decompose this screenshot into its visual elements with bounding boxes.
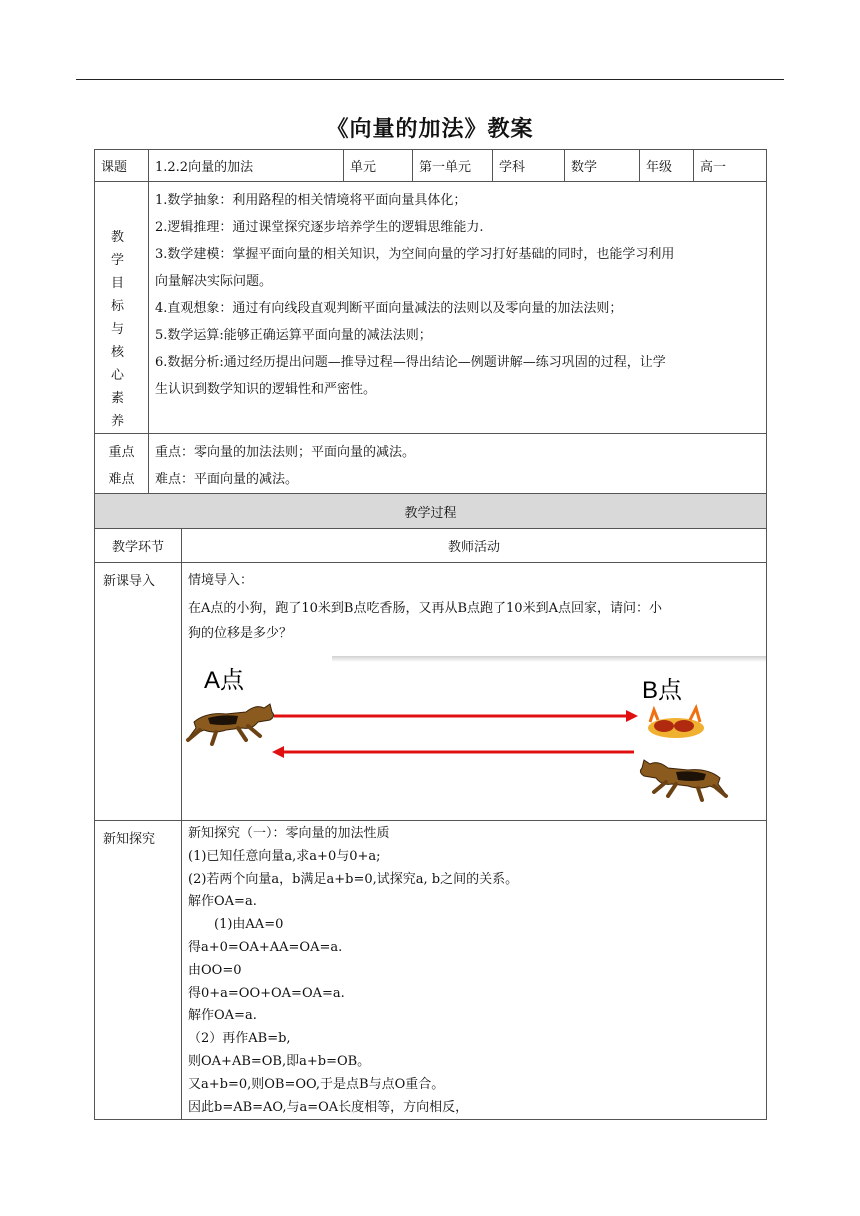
intro-row <box>95 563 767 821</box>
header-rule <box>76 79 784 80</box>
intro-subtitle: 情境导入： <box>188 573 254 588</box>
intro-content <box>182 563 767 821</box>
goal-item: 生认识到数学知识的逻辑性和严密性。 <box>155 382 377 397</box>
key-point: 重点：零向量的加法法则；平面向量的减法。 <box>155 445 416 460</box>
explore-line: 又a+b=0,则OB=OO,于是点B与点O重合。 <box>188 1076 445 1092</box>
explore-content <box>182 821 767 1120</box>
explore-line: 因此b=AB=AO,与a=OA长度相等，方向相反， <box>188 1099 469 1115</box>
goals-content <box>149 182 767 434</box>
explore-line: (1)由AA=0 <box>214 917 284 933</box>
dog-icon <box>640 760 726 800</box>
document-title: 《向量的加法》教案 <box>326 116 534 142</box>
column-header-teacher: 教师活动 <box>182 529 767 563</box>
explore-line: 则OA+AB=OB,即a+b=OB。 <box>188 1053 371 1069</box>
keypoints-label: 重点 难点 <box>95 434 149 494</box>
info-row <box>95 150 767 182</box>
explore-line: 得0+a=OO+OA=OA=a. <box>188 985 345 1001</box>
goals-label: 教学 目标 与核 心素 养 <box>95 182 149 434</box>
keypoints-content <box>149 434 767 494</box>
keypoints-row <box>95 434 767 494</box>
process-header-row <box>95 494 767 529</box>
explore-row <box>95 821 767 1120</box>
intro-question: 在A点的小狗，跑了10米到B点吃香肠，又再从B点跑了10米到A点回家，请问：小 <box>188 601 662 616</box>
label-point-b: B点 <box>642 677 683 704</box>
unit-value: 第一单元 <box>413 150 493 182</box>
subject-label: 学科 <box>493 150 565 182</box>
goal-item: 1.数学抽象：利用路程的相关情境将平面向量具体化； <box>155 193 467 208</box>
goal-item: 5.数学运算:能够正确运算平面向量的减法法则； <box>155 328 432 343</box>
column-header-row <box>95 529 767 563</box>
unit-label: 单元 <box>344 150 413 182</box>
goal-item: 向量解决实际问题。 <box>155 274 273 289</box>
topic-value: 1.2.2向量的加法 <box>149 150 344 182</box>
intro-question-cont: 狗的位移是多少？ <box>188 626 293 641</box>
goals-row <box>95 182 767 434</box>
arrow-b-to-a <box>272 746 634 758</box>
goal-item: 2.逻辑推理：通过课堂探究逐步培养学生的逻辑思维能力. <box>155 220 484 235</box>
intro-label: 新课导入 <box>95 563 182 821</box>
process-header: 教学过程 <box>95 494 767 529</box>
difficult-point: 难点：平面向量的减法。 <box>155 472 299 487</box>
explore-line: 得a+0=OA+AA=OA=a. <box>188 939 343 955</box>
explore-label: 新知探究 <box>95 821 182 1120</box>
dog-scene-svg <box>182 652 766 812</box>
grade-label: 年级 <box>640 150 694 182</box>
explore-line: 由OO=0 <box>188 962 242 978</box>
explore-line: 新知探究（一）：零向量的加法性质 <box>188 826 390 841</box>
goal-item: 6.数据分析:通过经历提出问题—推导过程—得出结论—例题讲解—练习巩固的过程，让学 <box>155 355 666 370</box>
label-point-a: A点 <box>204 667 245 694</box>
dog-scene-figure <box>182 652 766 812</box>
lesson-plan-table <box>94 149 767 1120</box>
explore-line: 解作OA=a. <box>188 894 257 910</box>
sausage-icon <box>648 708 704 738</box>
goal-item: 3.数学建模：掌握平面向量的相关知识，为空间向量的学习打好基础的同时，也能学习利用 <box>155 247 675 262</box>
explore-line: （2）再作AB=b, <box>188 1031 291 1047</box>
subject-value: 数学 <box>565 150 640 182</box>
explore-line: (2)若两个向量a，b满足a+b=0,试探究a, b之间的关系。 <box>188 871 519 887</box>
goal-item: 4.直观想象：通过有向线段直观判断平面向量减法的法则以及零向量的加法法则； <box>155 301 623 316</box>
image-edge-shadow <box>332 656 766 662</box>
explore-line: 解作OA=a. <box>188 1008 257 1024</box>
explore-line: (1)已知任意向量a,求a+0与0+a; <box>188 848 381 864</box>
arrow-a-to-b <box>274 710 638 722</box>
topic-label: 课题 <box>95 150 149 182</box>
column-header-stage: 教学环节 <box>95 529 182 563</box>
dog-icon <box>188 704 274 744</box>
grade-value: 高一 <box>694 150 767 182</box>
